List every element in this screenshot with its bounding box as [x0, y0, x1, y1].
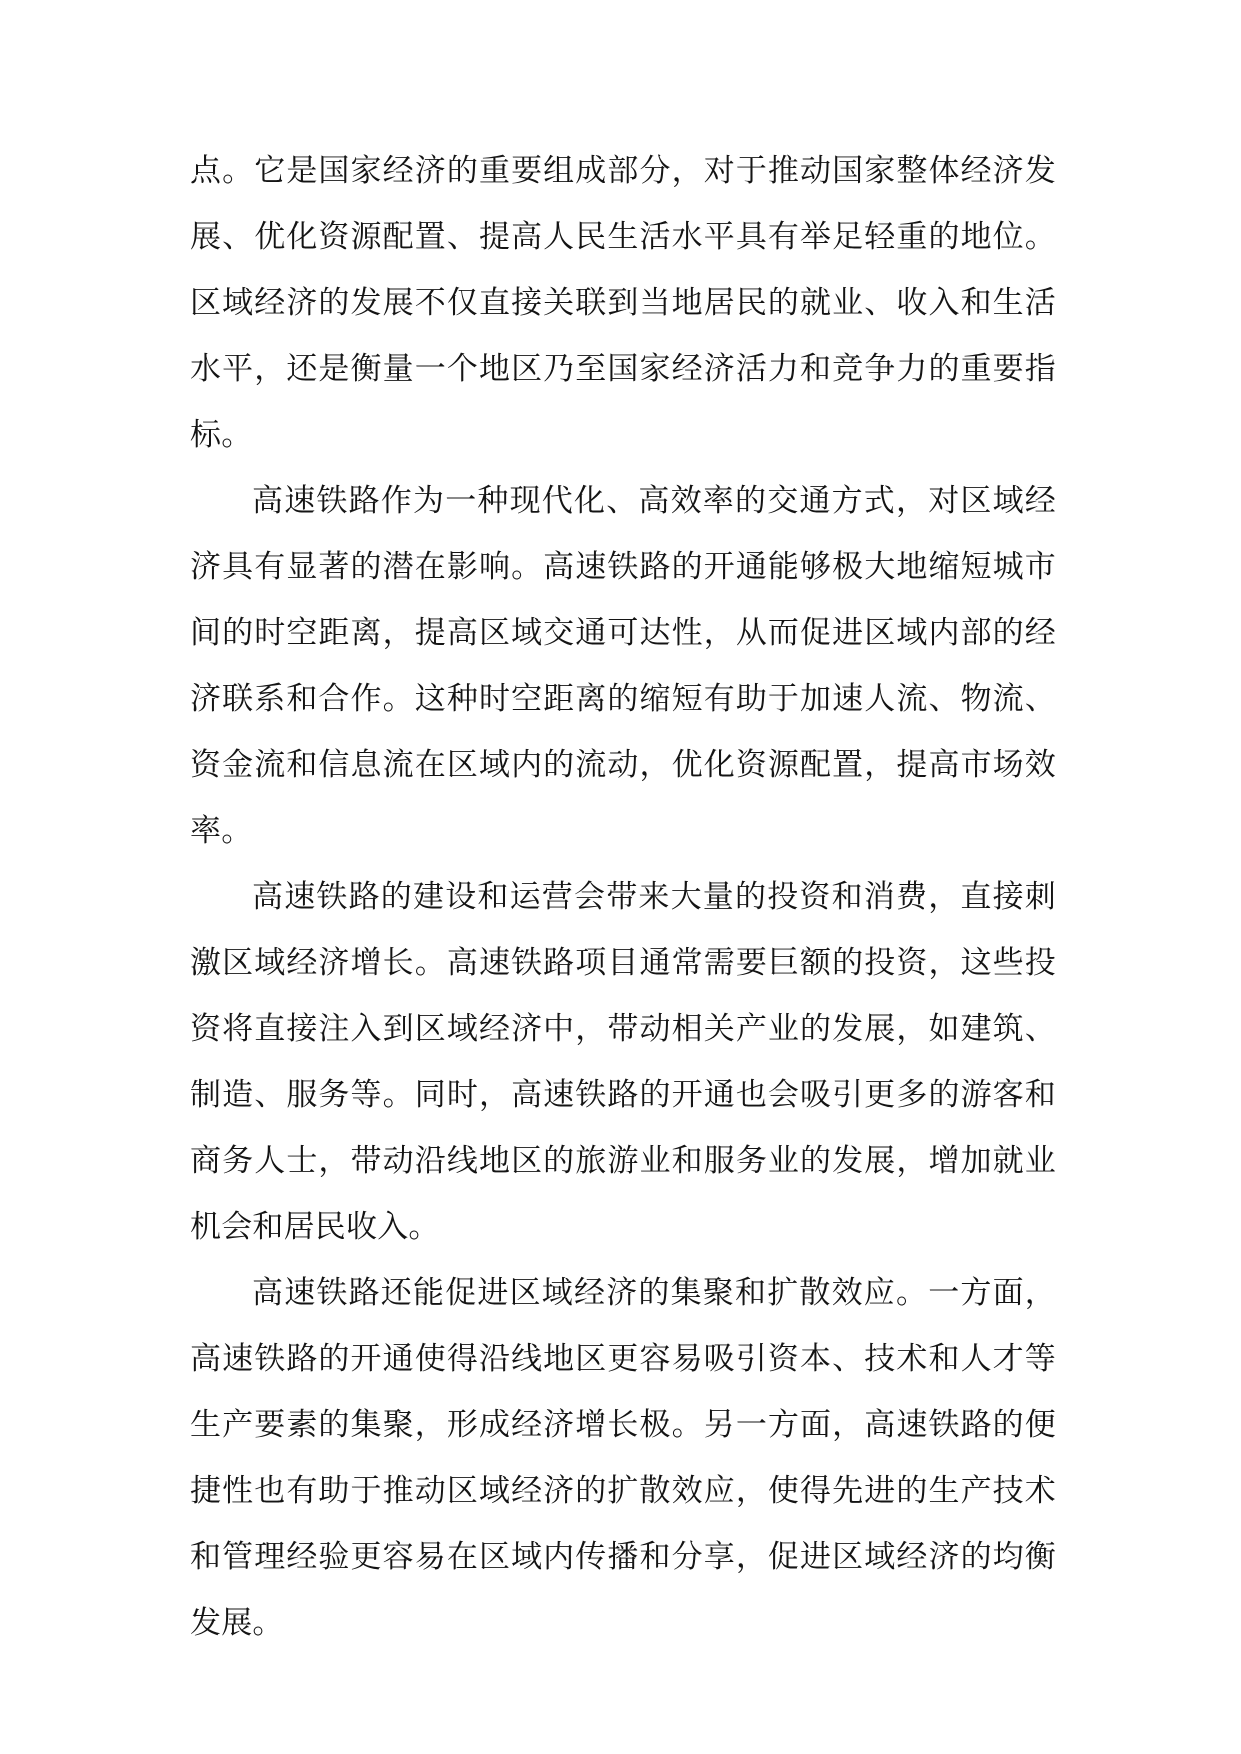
- paragraph-agglomeration-diffusion: 高速铁路还能促进区域经济的集聚和扩散效应。一方面，高速铁路的开通使得沿线地区更容易吸引资本、技术和人才等生产要素的集聚，形成经济增长极。另一方面，高速铁路的便捷性也有助于推动区域经济的扩散效应，使得先进的生产技术和管理经验更容易在区域内传播和分享，促进区域经济的均衡发展。: [190, 1275, 1056, 1641]
- paragraph-investment-consumption: 高速铁路的建设和运营会带来大量的投资和消费，直接刺激区域经济增长。高速铁路项目通常需要巨额的投资，这些投资将直接注入到区域经济中，带动相关产业的发展，如建筑、制造、服务等。同时，高速铁路的开通也会吸引更多的游客和商务人士，带动沿线地区的旅游业和服务业的发展，增加就业机会和居民收入。: [190, 879, 1056, 1245]
- paragraph-high-speed-rail-impact: 高速铁路作为一种现代化、高效率的交通方式，对区域经济具有显著的潜在影响。高速铁路的开通能够极大地缩短城市间的时空距离，提高区域交通可达性，从而促进区域内部的经济联系和合作。这种时空距离的缩短有助于加速人流、物流、资金流和信息流在区域内的流动，优化资源配置，提高市场效率。: [190, 483, 1056, 849]
- body-text: [190, 138, 1056, 1656]
- paragraph-continuation: 点。它是国家经济的重要组成部分，对于推动国家整体经济发展、优化资源配置、提高人民生活水平具有举足轻重的地位。区域经济的发展不仅直接关联到当地居民的就业、收入和生活水平，还是衡量一个地区乃至国家经济活力和竞争力的重要指标。: [190, 153, 1056, 453]
